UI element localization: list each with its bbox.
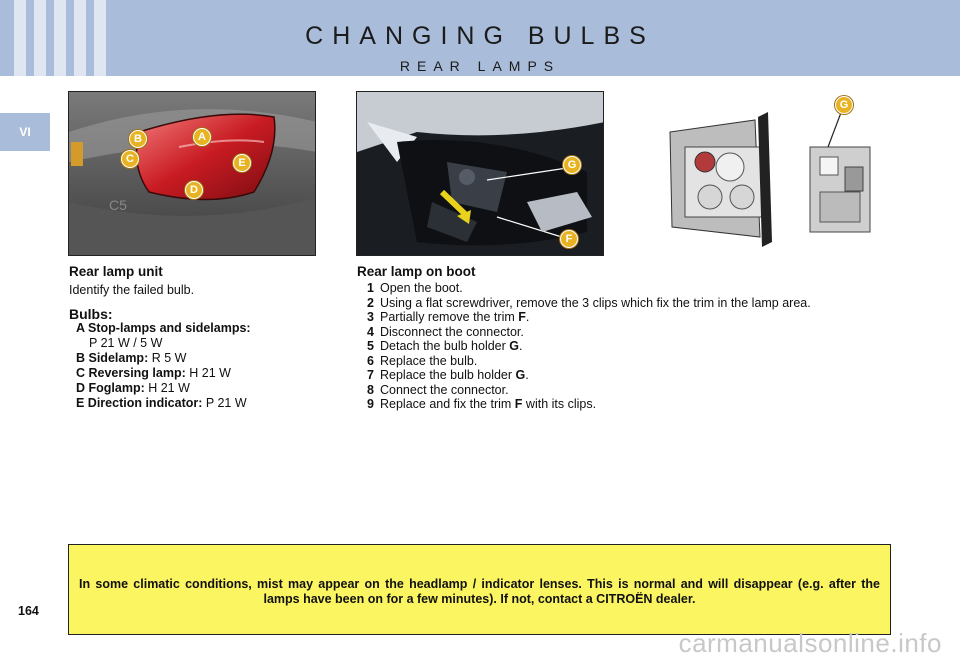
- step-item: 7 Replace the bulb holder G.: [367, 368, 529, 382]
- rear-lamp-unit-text: Identify the failed bulb.: [69, 283, 195, 297]
- chapter-tab: VI: [0, 113, 50, 151]
- label-badge-d: D: [185, 181, 203, 199]
- step-item: 4 Disconnect the connector.: [367, 324, 524, 339]
- label-badge-g: G: [563, 156, 581, 174]
- step-item: 3 Partially remove the trim F.: [367, 310, 530, 324]
- step-item: 2 Using a flat screwdriver, remove the 3 clips which fix the trim in the lamp area.: [367, 295, 811, 310]
- bulb-item-value: P 21 W / 5 W: [89, 336, 163, 350]
- rear-lamp-boot-heading: Rear lamp on boot: [357, 264, 476, 279]
- bulb-holder-illustration: [660, 92, 890, 252]
- rear-lamp-unit-heading: Rear lamp unit: [69, 264, 163, 279]
- label-badge-g2: G: [835, 96, 853, 114]
- label-badge-f: F: [560, 230, 578, 248]
- label-badge-e: E: [233, 154, 251, 172]
- bulb-item: C Reversing lamp: H 21 W: [76, 366, 231, 380]
- watermark: carmanualsonline.info: [678, 628, 942, 658]
- rear-lamp-illustration: [69, 92, 316, 256]
- step-item: 8 Connect the connector.: [367, 382, 509, 397]
- page-subtitle: REAR LAMPS: [399, 58, 561, 74]
- bulbs-heading: Bulbs:: [69, 306, 113, 322]
- page-number: 164: [18, 604, 39, 618]
- rear-lamp-photo: [68, 91, 316, 256]
- step-item: 1 Open the boot.: [367, 281, 463, 295]
- page-title: CHANGING BULBS: [305, 22, 655, 50]
- bulb-item: D Foglamp: H 21 W: [76, 381, 190, 395]
- step-item: 9 Replace and fix the trim F with its clips.: [367, 397, 597, 411]
- label-badge-a: A: [193, 128, 211, 146]
- steps-list: [358, 281, 878, 412]
- bulb-item: B Sidelamp: R 5 W: [76, 351, 187, 365]
- bulbs-list: [76, 321, 251, 411]
- header-band: [0, 0, 960, 76]
- label-badge-c: C: [121, 150, 139, 168]
- note-box: In some climatic conditions, mist may appear on the headlamp / indicator lenses. This is normal and will disappear (e.g. after the lamps have been on for a few minutes). If not, contact a CITROËN dealer.: [68, 544, 891, 635]
- bulb-item: A Stop-lamps and sidelamps:: [76, 321, 251, 335]
- boot-lamp-photo: [356, 91, 604, 256]
- svg-text:C5: C5: [109, 197, 127, 213]
- step-item: 5 Detach the bulb holder G.: [367, 339, 523, 353]
- step-item: 6 Replace the bulb.: [367, 353, 478, 368]
- label-badge-b: B: [129, 130, 147, 148]
- bulb-item: E Direction indicator: P 21 W: [76, 396, 247, 410]
- bulb-holder-drawing: [660, 92, 890, 252]
